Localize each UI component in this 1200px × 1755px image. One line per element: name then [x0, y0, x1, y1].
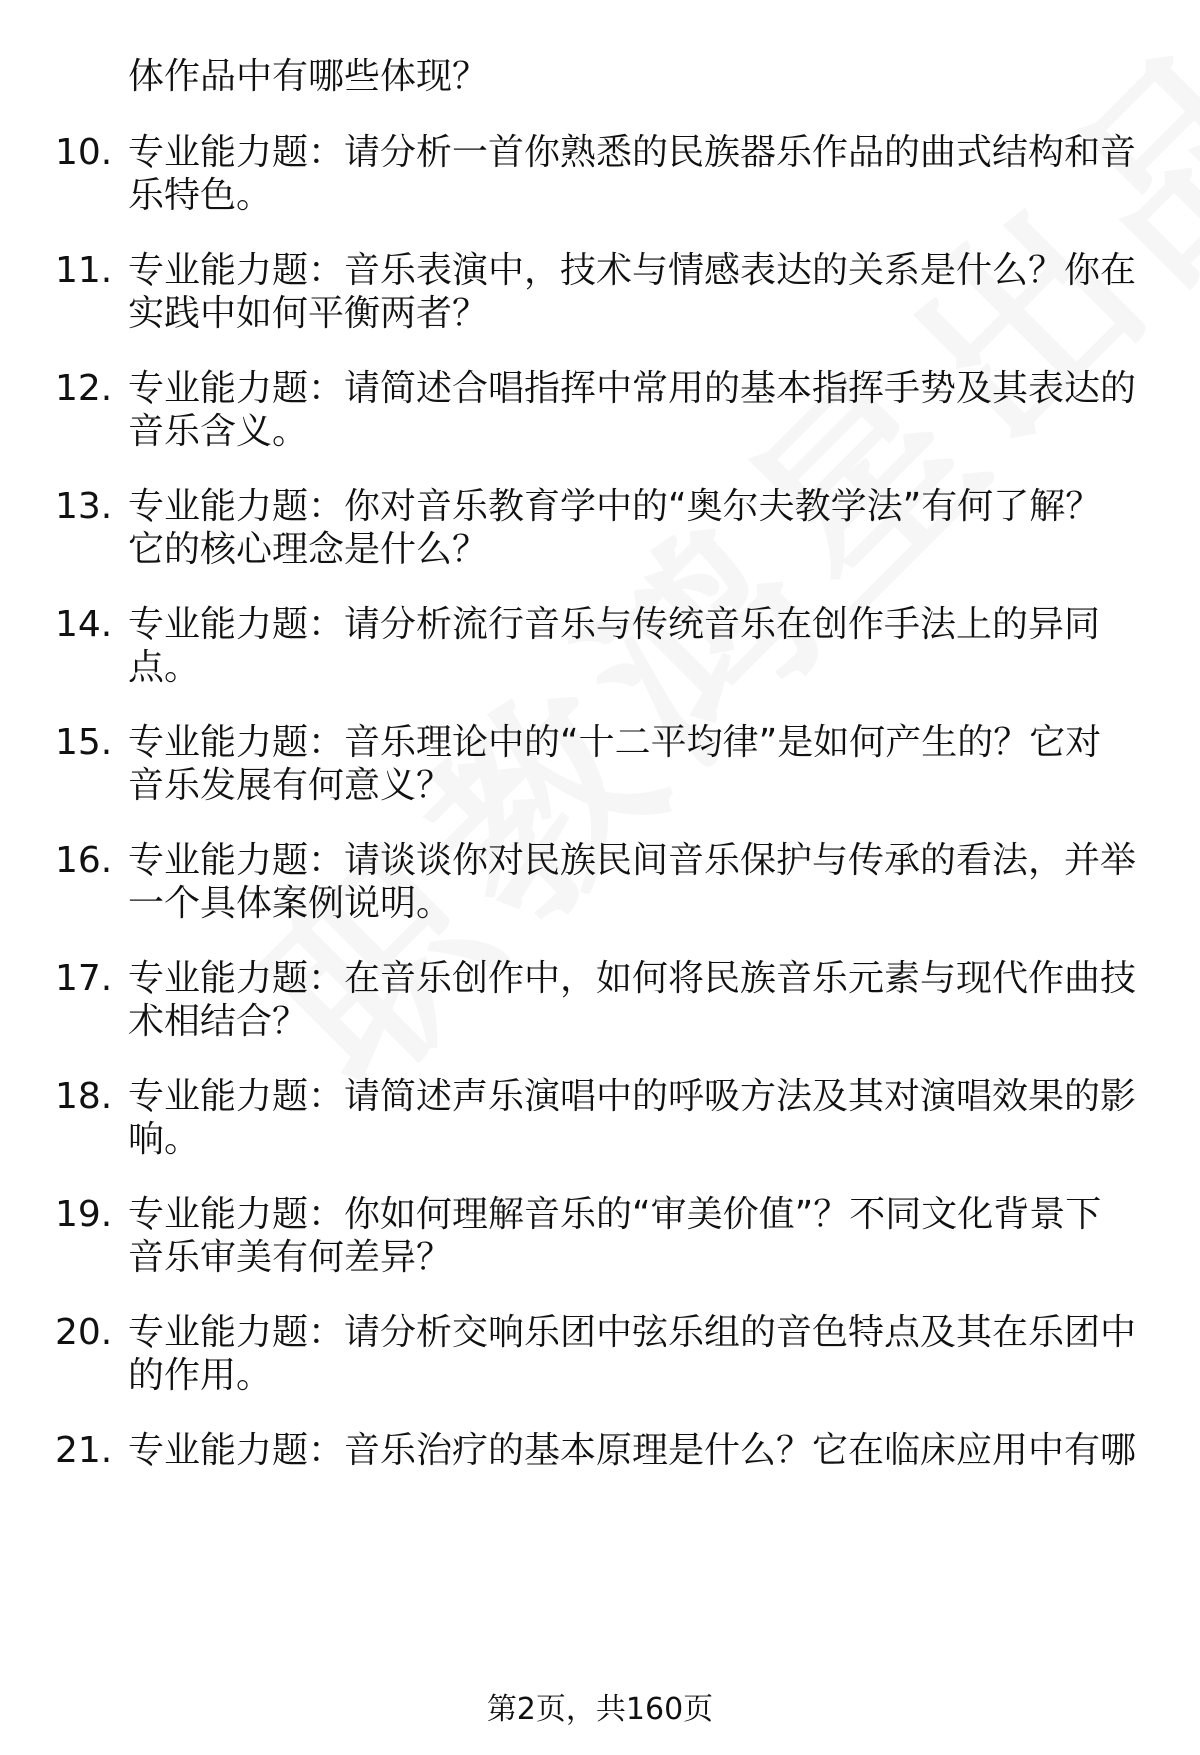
question-line-1: 专业能力题：请分析交响乐团中弦乐组的音色特点及其在乐团中	[128, 1312, 1137, 1353]
question-line-1: 专业能力题：音乐治疗的基本原理是什么？它在临床应用中有哪	[128, 1430, 1137, 1471]
question-line-2: 音乐审美有何差异？	[128, 1237, 453, 1278]
question-number: 13.	[55, 486, 113, 527]
question-line-1: 专业能力题：请谈谈你对民族民间音乐保护与传承的看法，并举	[128, 840, 1137, 881]
question-line-1: 专业能力题：请简述声乐演唱中的呼吸方法及其对演唱效果的影	[128, 1076, 1137, 1117]
question-line-2: 响。	[128, 1119, 201, 1160]
question-line-1: 专业能力题：请简述合唱指挥中常用的基本指挥手势及其表达的	[128, 368, 1137, 409]
question-line-1: 专业能力题：在音乐创作中，如何将民族音乐元素与现代作曲技	[128, 958, 1137, 999]
question-line-1: 专业能力题：音乐表演中，技术与情感表达的关系是什么？你在	[128, 250, 1137, 291]
question-number: 19.	[55, 1194, 113, 1235]
question-line-2: 它的核心理念是什么？	[128, 529, 489, 570]
question-line-2: 一个具体案例说明。	[128, 883, 453, 924]
question-line-1: 专业能力题：你如何理解音乐的“审美价值”？不同文化背景下	[128, 1194, 1102, 1235]
question-number: 21.	[55, 1430, 113, 1471]
question-line-2: 音乐含义。	[128, 411, 309, 452]
question-number: 16.	[55, 840, 113, 881]
question-number: 11.	[55, 250, 113, 291]
question-line-2: 点。	[128, 647, 201, 688]
question-line-2: 实践中如何平衡两者？	[128, 293, 489, 334]
question-number: 10.	[55, 132, 113, 173]
question-number: 20.	[55, 1312, 113, 1353]
question-number: 14.	[55, 604, 113, 645]
question-line-2: 术相结合？	[128, 1001, 309, 1042]
question-line-2: 乐特色。	[128, 175, 273, 216]
question-line-1: 专业能力题：请分析一首你熟悉的民族器乐作品的曲式结构和音	[128, 132, 1137, 173]
question-line-2: 音乐发展有何意义？	[128, 765, 453, 806]
question-line-1: 专业能力题：音乐理论中的“十二平均律”是如何产生的？它对	[128, 722, 1102, 763]
question-number: 15.	[55, 722, 113, 763]
question-number: 18.	[55, 1076, 113, 1117]
page-indicator: 第2页，共160页	[486, 1692, 714, 1727]
question-line-2: 的作用。	[128, 1355, 273, 1396]
continuation-line: 体作品中有哪些体现？	[128, 56, 489, 97]
question-line-1: 专业能力题：请分析流行音乐与传统音乐在创作手法上的异同	[128, 604, 1101, 645]
question-line-1: 专业能力题：你对音乐教育学中的“奥尔夫教学法”有何了解？	[128, 486, 1102, 527]
question-number: 12.	[55, 368, 113, 409]
question-number: 17.	[55, 958, 113, 999]
